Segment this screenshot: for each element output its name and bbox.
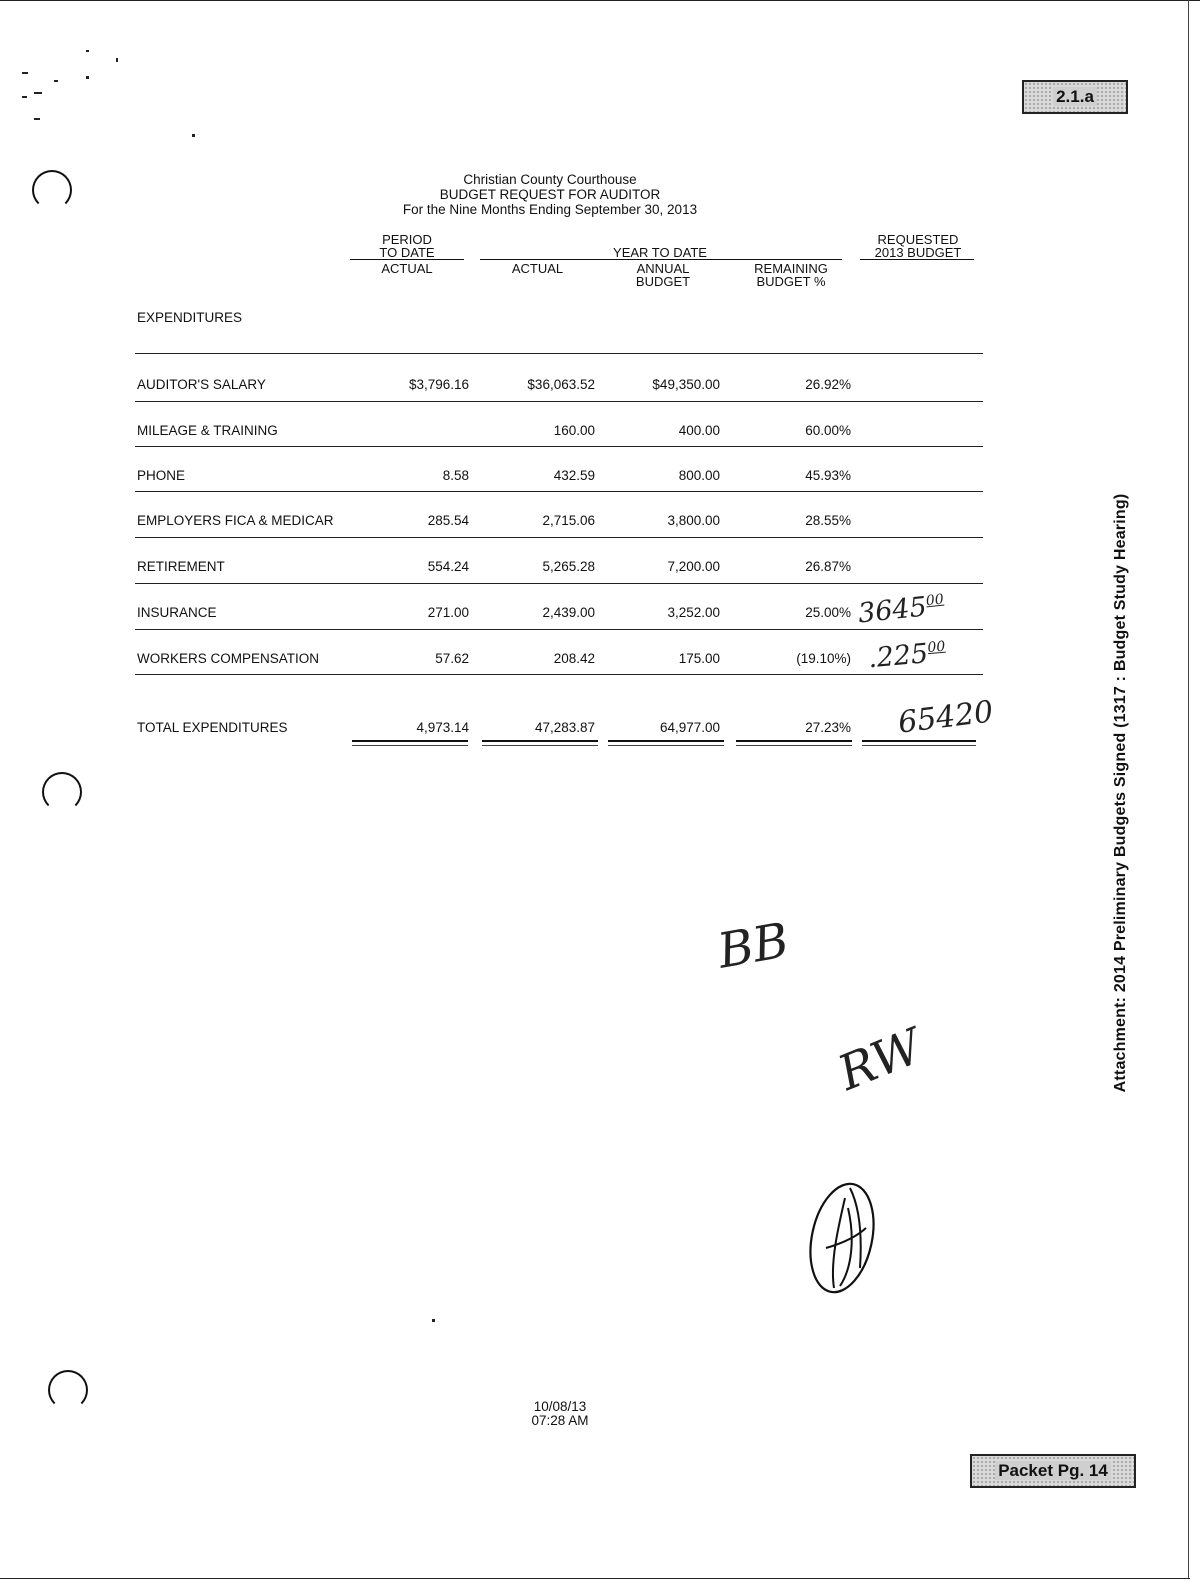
table-row	[0, 651, 1000, 671]
remaining-pct-cell: 45.93%	[805, 468, 851, 483]
table-row	[0, 377, 1000, 397]
period-actual-cell: $3,796.16	[408, 377, 469, 392]
row-divider	[135, 629, 983, 630]
document-header	[330, 172, 770, 217]
col-period-line-1: PERIOD	[382, 232, 432, 247]
page-border-right	[1188, 0, 1189, 1578]
table-row	[0, 559, 1000, 579]
total-period-actual: 4,973.14	[416, 720, 469, 735]
packet-page-stamp	[970, 1454, 1136, 1488]
print-timestamp	[480, 1400, 640, 1428]
total-double-rule	[862, 740, 976, 746]
total-row	[0, 720, 1000, 740]
row-label: INSURANCE	[137, 605, 217, 620]
total-double-rule	[608, 740, 724, 746]
total-remaining-pct: 27.23%	[805, 720, 851, 735]
row-label: PHONE	[137, 468, 186, 483]
scan-speck	[22, 96, 27, 98]
scan-speck	[86, 50, 89, 52]
section-label: EXPENDITURES	[137, 310, 243, 325]
scan-speck	[86, 76, 89, 79]
table-row	[0, 468, 1000, 488]
row-divider	[135, 446, 983, 447]
row-label: EMPLOYERS FICA & MEDICAR	[137, 513, 334, 528]
signature-scribble	[800, 1168, 890, 1308]
col-requested-line-1: REQUESTED	[877, 232, 959, 247]
table-row	[0, 605, 1000, 625]
ytd-actual-cell: 432.59	[553, 468, 595, 483]
row-label: AUDITOR'S SALARY	[137, 377, 266, 392]
annual-budget-cell: 7,200.00	[667, 559, 720, 574]
hole-punch	[32, 170, 72, 210]
col-period-line-2: TO DATE	[379, 245, 435, 260]
col-ytd-header: YEAR TO DATE	[613, 245, 707, 260]
col-remaining-header	[732, 262, 850, 288]
col-ytd-actual-header: ACTUAL	[511, 261, 564, 276]
total-double-rule	[736, 740, 852, 746]
header-line-1: Christian County Courthouse	[463, 172, 637, 187]
remaining-pct-cell: 25.00%	[805, 605, 851, 620]
scan-speck	[34, 118, 40, 120]
hole-punch	[48, 1370, 88, 1410]
header-line-3: For the Nine Months Ending September 30, 2013	[402, 202, 698, 217]
page-border-top	[0, 0, 1200, 1]
period-actual-cell: 8.58	[442, 468, 469, 483]
total-annual-budget: 64,977.00	[659, 720, 720, 735]
row-divider	[135, 401, 983, 402]
remaining-pct-cell: 28.55%	[805, 513, 851, 528]
table-row	[0, 513, 1000, 533]
handwritten-workers-comp-amount: .225	[866, 638, 930, 675]
col-requested-line-2: 2013 BUDGET	[874, 245, 962, 260]
scan-speck	[192, 134, 195, 137]
scan-speck	[54, 80, 58, 82]
col-annual-line-1: ANNUAL	[636, 261, 690, 276]
item-number-text: 2.1.a	[1053, 87, 1097, 106]
row-divider	[135, 537, 983, 538]
table-row	[0, 423, 1000, 443]
table-top-rule	[135, 353, 983, 354]
side-attachment-text: Attachment: 2014 Preliminary Budgets Signed (1317 : Budget Study Hearing)	[1112, 493, 1129, 1093]
handwritten-insurance-amount: 3645	[856, 591, 929, 630]
total-double-rule	[482, 740, 598, 746]
scan-speck	[34, 92, 42, 94]
page-border-bottom	[0, 1578, 1190, 1579]
remaining-pct-cell: (19.10%)	[796, 651, 851, 666]
header-line-2: BUDGET REQUEST FOR AUDITOR	[439, 187, 661, 202]
annual-budget-cell: 400.00	[678, 423, 720, 438]
handwritten-workers-comp-cents: 00	[926, 638, 947, 657]
handwritten-initials-bb: BB	[713, 912, 793, 980]
annual-budget-cell: 3,800.00	[667, 513, 720, 528]
ytd-actual-cell: 2,715.06	[542, 513, 595, 528]
handwritten-total-request: 65420	[896, 694, 996, 741]
handwritten-insurance-cents: 00	[925, 591, 945, 610]
col-requested-rule	[860, 259, 974, 260]
row-divider	[135, 491, 983, 492]
ytd-actual-cell: 2,439.00	[542, 605, 595, 620]
row-label: RETIREMENT	[137, 559, 225, 574]
col-requested-header	[862, 233, 974, 259]
handwritten-initials-rw: RW	[830, 1018, 930, 1102]
period-actual-cell: 285.54	[427, 513, 469, 528]
ytd-actual-cell: 208.42	[553, 651, 595, 666]
col-annual-header	[608, 262, 718, 288]
item-number-stamp	[1022, 80, 1128, 114]
ytd-actual-cell: 5,265.28	[542, 559, 595, 574]
col-ytd-rule	[480, 259, 842, 260]
annual-budget-cell: 3,252.00	[667, 605, 720, 620]
period-actual-cell: 554.24	[427, 559, 469, 574]
row-label: WORKERS COMPENSATION	[137, 651, 320, 666]
total-label: TOTAL EXPENDITURES	[137, 720, 288, 735]
col-period-header	[352, 233, 462, 259]
packet-page-text: Packet Pg. 14	[995, 1461, 1111, 1480]
row-divider	[135, 583, 983, 584]
col-annual-line-2: BUDGET	[635, 274, 691, 289]
remaining-pct-cell: 26.92%	[805, 377, 851, 392]
remaining-pct-cell: 60.00%	[805, 423, 851, 438]
print-date: 10/08/13	[533, 1399, 587, 1414]
row-label: MILEAGE & TRAINING	[137, 423, 278, 438]
annual-budget-cell: 800.00	[678, 468, 720, 483]
remaining-pct-cell: 26.87%	[805, 559, 851, 574]
col-period-line-3: ACTUAL	[381, 261, 433, 276]
period-actual-cell: 271.00	[427, 605, 469, 620]
ytd-actual-cell: 160.00	[553, 423, 595, 438]
col-period-rule	[350, 259, 464, 260]
col-remaining-line-2: BUDGET %	[756, 274, 826, 289]
row-divider	[135, 674, 983, 675]
scan-speck	[22, 72, 28, 74]
total-ytd-actual: 47,283.87	[534, 720, 595, 735]
scan-speck	[116, 58, 118, 62]
scan-speck	[432, 1319, 435, 1322]
total-double-rule	[352, 740, 468, 746]
period-actual-cell: 57.62	[435, 651, 469, 666]
col-remaining-line-1: REMAINING	[754, 261, 828, 276]
ytd-actual-cell: $36,063.52	[527, 377, 595, 392]
annual-budget-cell: $49,350.00	[652, 377, 720, 392]
print-time: 07:28 AM	[531, 1413, 589, 1428]
hole-punch	[42, 772, 82, 812]
annual-budget-cell: 175.00	[678, 651, 720, 666]
